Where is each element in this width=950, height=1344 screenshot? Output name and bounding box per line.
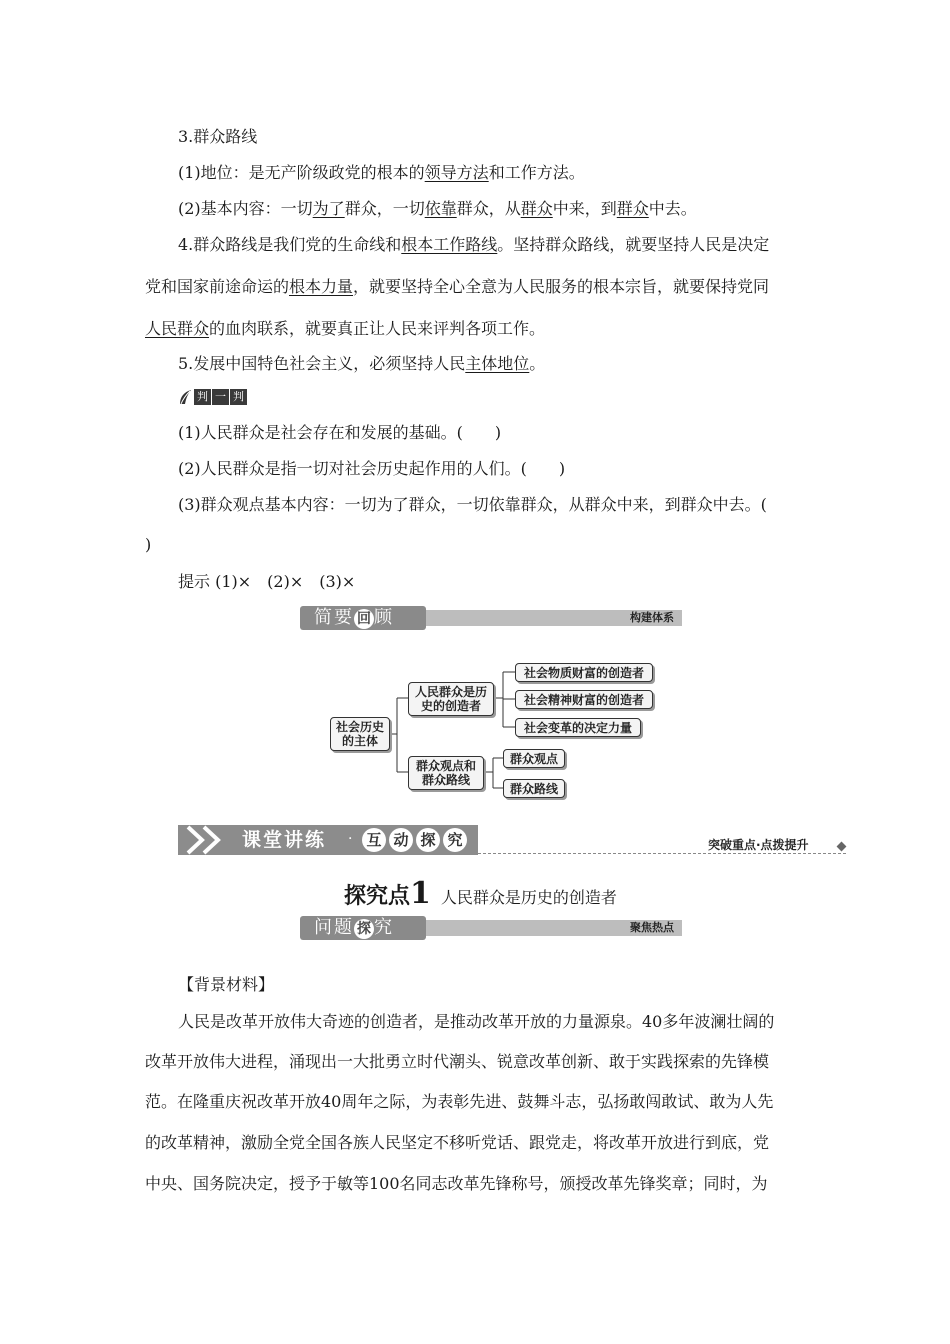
judge-item-3-close: ) xyxy=(145,535,152,554)
node-text: 群众路线 xyxy=(421,773,470,787)
node-branch-2 xyxy=(408,756,484,790)
judge-hint: 提示 (1)× (2)× (3)× xyxy=(178,572,356,591)
double-chevron-icon xyxy=(184,825,234,855)
node-text: 群众观点和 xyxy=(415,759,476,773)
section-dot: · xyxy=(348,831,353,847)
node-branch-1 xyxy=(408,682,494,716)
inquiry-point-heading xyxy=(344,876,617,911)
material-line: 改革开放伟大进程，涌现出一大批勇立时代潮头、锐意改革创新、敢于实践探索的先锋模 xyxy=(145,1052,770,1071)
inquiry-title: 人民群众是历史的创造者 xyxy=(440,888,617,907)
banner-right-label: 聚焦热点 xyxy=(630,921,674,934)
material-line: 中央、国务院决定，授予于敏等100名同志改革先锋称号，颁授改革先锋奖章；同时，为 xyxy=(145,1174,768,1193)
text-segment: 。坚持群众路线，就要坚持人民是决定 xyxy=(497,235,770,254)
text-segment: (2)基本内容：一切 xyxy=(178,199,313,218)
section-circle-char: 究 xyxy=(443,828,467,852)
text-segment: 中去。 xyxy=(648,199,697,218)
section-circle-char: 动 xyxy=(389,828,413,852)
banner-text: 简要 xyxy=(314,607,354,628)
text-segment: 和工作方法。 xyxy=(488,163,585,182)
leaf-mass-line: 群众路线 xyxy=(503,779,565,798)
banner-text: 顾 xyxy=(374,607,394,628)
underlined-answer: 人民群众 xyxy=(145,319,210,338)
node-text: 史的创造者 xyxy=(420,699,481,713)
material-line: 范。在隆重庆祝改革开放40周年之际，为表彰先进、鼓舞斗志，弘扬敢闯敢试、敢为人先 xyxy=(145,1092,774,1111)
text-segment: 中来，到 xyxy=(552,199,617,218)
banner-text: 究 xyxy=(374,917,394,938)
section-header xyxy=(178,825,478,855)
inquiry-label: 探究点 xyxy=(344,884,411,909)
text-segment: 群众，从 xyxy=(456,199,521,218)
section-rule xyxy=(478,853,846,854)
banner-circle-char: 回 xyxy=(354,609,374,629)
node-text: 社会历史 xyxy=(335,720,384,734)
section-right-label: 突破重点·点拨提升 xyxy=(708,838,809,852)
judge-item-2: (2)人民群众是指一切对社会历史起作用的人们。( ) xyxy=(178,459,566,478)
badge-char: 判 xyxy=(230,389,247,405)
material-heading: 【背景材料】 xyxy=(178,975,275,994)
text-segment: 党和国家前途命运的 xyxy=(145,277,290,296)
underlined-answer: 根本工作路线 xyxy=(401,235,498,254)
text-segment: ，就要坚持全心全意为人民服务的根本宗旨，就要保持党同 xyxy=(353,277,770,296)
node-text: 的主体 xyxy=(341,734,378,748)
item-3-heading: 3.群众路线 xyxy=(178,127,258,146)
underlined-answer: 为了 xyxy=(312,199,345,218)
section-circle-char: 探 xyxy=(416,828,440,852)
text-segment: (1)地位：是无产阶级政党的根本的 xyxy=(178,163,425,182)
underlined-answer: 依靠 xyxy=(424,199,457,218)
section-title: 课堂讲练 xyxy=(242,829,327,851)
text-segment: 。 xyxy=(529,354,546,373)
text-segment: 5.发展中国特色社会主义，必须坚持人民 xyxy=(178,354,466,373)
judge-item-1: (1)人民群众是社会存在和发展的基础。( ) xyxy=(178,423,502,442)
underlined-answer: 主体地位 xyxy=(465,354,530,373)
banner-circle-char: 探 xyxy=(354,919,374,939)
banner-tab xyxy=(300,916,426,940)
banner-right-label: 构建体系 xyxy=(630,611,674,624)
material-line: 人民是改革开放伟大奇迹的创造者，是推动改革开放的力量源泉。40多年波澜壮阔的 xyxy=(178,1012,775,1031)
judge-item-3: (3)群众观点基本内容：一切为了群众，一切依靠群众，从群众中来，到群众中去。( xyxy=(178,495,767,514)
text-segment: 群众，一切 xyxy=(344,199,425,218)
banner-text: 问题 xyxy=(314,917,354,938)
underlined-answer: 群众 xyxy=(616,199,649,218)
leaf-spiritual-wealth: 社会精神财富的创造者 xyxy=(515,690,653,709)
text-segment: 的血肉联系，就要真正让人民来评判各项工作。 xyxy=(209,319,546,338)
badge-char: 一 xyxy=(212,389,229,405)
banner-title xyxy=(314,918,394,939)
material-line: 的改革精神，激励全党全国各族人民坚定不移听党话、跟党走，将改革开放进行到底，党 xyxy=(145,1133,770,1152)
leaf-social-change: 社会变革的决定力量 xyxy=(515,718,641,737)
underlined-answer: 领导方法 xyxy=(424,163,489,182)
inquiry-number: 1 xyxy=(410,876,431,911)
leaf-material-wealth: 社会物质财富的创造者 xyxy=(515,663,653,682)
text-segment: 4.群众路线是我们党的生命线和 xyxy=(178,235,402,254)
problem-banner xyxy=(300,916,682,940)
underlined-answer: 根本力量 xyxy=(289,277,354,296)
leaf-mass-viewpoint: 群众观点 xyxy=(503,749,565,768)
badge-char: 判 xyxy=(194,389,211,405)
underlined-answer: 群众 xyxy=(520,199,553,218)
node-root xyxy=(330,717,390,751)
section-circle-char: 互 xyxy=(362,828,386,852)
node-text: 人民群众是历 xyxy=(414,685,487,699)
